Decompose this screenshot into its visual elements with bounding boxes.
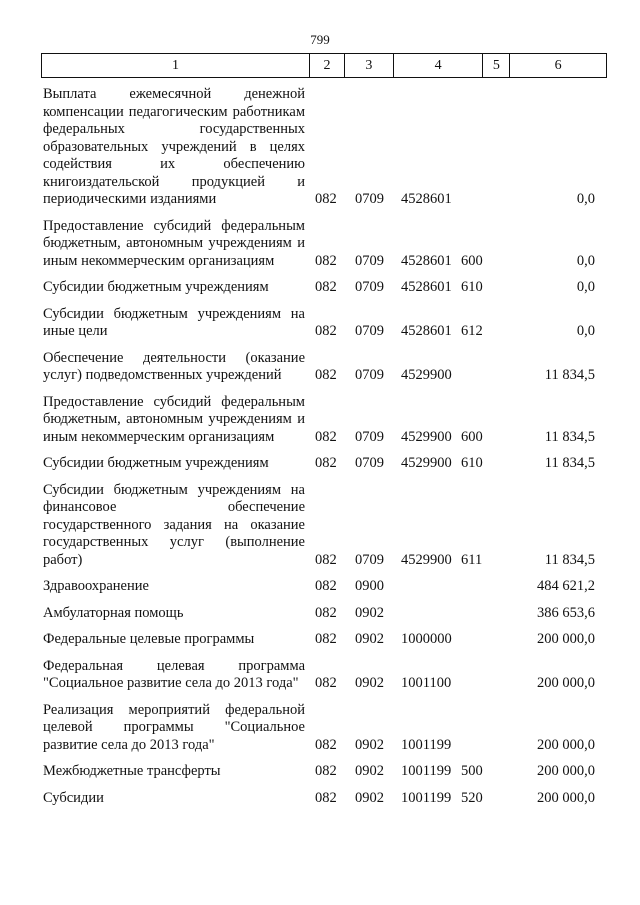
- row-ministry-code: 082: [315, 455, 337, 471]
- row-amount: 200 000,0: [537, 763, 595, 779]
- row-section-code: 0709: [355, 455, 384, 471]
- table-row: [43, 631, 607, 649]
- table-row: [43, 350, 607, 385]
- row-ministry-code: 082: [315, 428, 337, 445]
- table-row: [43, 763, 607, 781]
- row-ministry-code: 082: [315, 323, 337, 339]
- row-name: Субсидии бюджетным учреждениям на финансовое обеспечение государственного задания на оказание государственных услуг (выполнение работ): [43, 481, 305, 568]
- row-amount: 200 000,0: [537, 675, 595, 691]
- row-amount: 484 621,2: [537, 578, 595, 594]
- header-col-2: 2: [310, 54, 345, 77]
- row-section-code: 0902: [355, 675, 384, 691]
- row-section-code: 0709: [355, 191, 384, 207]
- row-amount: 0,0: [576, 323, 595, 339]
- row-section-code: 0709: [355, 279, 384, 295]
- row-target-code: 1001199: [401, 789, 452, 806]
- row-section-code: 0902: [355, 789, 384, 806]
- row-target-code: 4529900: [401, 551, 452, 568]
- header-col-5: 5: [483, 54, 510, 77]
- row-target-code: 1001199: [401, 736, 452, 753]
- row-target-code: 4528601: [401, 191, 452, 207]
- table-row: [43, 702, 607, 755]
- row-name: Федеральные целевые программы: [43, 631, 255, 647]
- table-row: [43, 578, 607, 596]
- row-amount: 11 834,5: [544, 455, 595, 471]
- row-target-code: 4528601: [401, 279, 452, 295]
- row-amount: 200 000,0: [537, 631, 595, 647]
- row-name: Обеспечение деятельности (оказание услуг) подведомственных учреждений: [43, 349, 305, 383]
- row-expense-type: 610: [461, 279, 483, 295]
- table-row: [43, 658, 607, 693]
- row-name: Предоставление субсидий федеральным бюджетным, автономным учреждениям и иным некоммерческим организациям: [43, 217, 305, 269]
- row-name: Амбулаторная помощь: [43, 604, 184, 621]
- row-ministry-code: 082: [315, 191, 337, 207]
- row-name: Здравоохранение: [43, 578, 149, 594]
- row-section-code: 0709: [355, 428, 384, 445]
- row-section-code: 0709: [355, 323, 384, 339]
- header-col-3: 3: [345, 54, 394, 77]
- row-section-code: 0902: [355, 763, 384, 779]
- row-expense-type: 520: [461, 789, 483, 806]
- table-row: [43, 482, 607, 570]
- row-target-code: 4528601: [401, 252, 452, 269]
- row-name: Предоставление субсидий федеральным бюджетным, автономным учреждениям и иным некоммерческим организациям: [43, 393, 305, 445]
- row-expense-type: 600: [461, 428, 483, 445]
- row-target-code: 4529900: [401, 455, 452, 471]
- row-section-code: 0709: [355, 551, 384, 568]
- row-ministry-code: 082: [315, 279, 337, 295]
- row-name: Межбюджетные трансферты: [43, 763, 221, 779]
- row-expense-type: 500: [461, 763, 483, 779]
- row-section-code: 0902: [355, 736, 384, 753]
- row-ministry-code: 082: [315, 675, 337, 691]
- row-amount: 0,0: [576, 279, 595, 295]
- row-amount: 11 834,5: [544, 428, 595, 445]
- row-ministry-code: 082: [315, 252, 337, 269]
- row-ministry-code: 082: [315, 367, 337, 383]
- row-amount: 200 000,0: [537, 789, 595, 806]
- row-target-code: 4529900: [401, 367, 452, 383]
- row-name: Реализация мероприятий федеральной целевой программы "Социальное развитие села до 2013 года": [43, 701, 305, 753]
- header-col-1: 1: [42, 54, 310, 77]
- table-row: [43, 605, 607, 623]
- row-expense-type: 610: [461, 455, 483, 471]
- row-section-code: 0902: [355, 604, 384, 621]
- table-header: [41, 53, 607, 78]
- row-section-code: 0902: [355, 631, 384, 647]
- row-target-code: 4529900: [401, 428, 452, 445]
- row-section-code: 0900: [355, 578, 384, 594]
- row-ministry-code: 082: [315, 604, 337, 621]
- table-row: [43, 279, 607, 297]
- row-ministry-code: 082: [315, 763, 337, 779]
- row-section-code: 0709: [355, 252, 384, 269]
- row-expense-type: 611: [461, 551, 483, 568]
- header-col-6: 6: [554, 58, 562, 73]
- row-section-code: 0709: [355, 367, 384, 383]
- row-ministry-code: 082: [315, 736, 337, 753]
- row-name: Субсидии бюджетным учреждениям на иные цели: [43, 305, 305, 339]
- row-target-code: 1001199: [401, 763, 452, 779]
- table-row: [43, 455, 607, 473]
- page-number: 799: [310, 32, 330, 47]
- row-expense-type: 600: [461, 252, 483, 269]
- row-name: Выплата ежемесячной денежной компенсации педагогическим работникам федеральных государственных образовательных учреждений в целях содействия их обеспечению книгоиздательской продукцией и периодическими изданиями: [43, 86, 305, 207]
- budget-table-body: [43, 86, 607, 816]
- row-amount: 0,0: [576, 191, 595, 207]
- row-ministry-code: 082: [315, 551, 337, 568]
- row-target-code: 1000000: [401, 631, 452, 647]
- row-amount: 386 653,6: [537, 604, 595, 621]
- row-ministry-code: 082: [315, 789, 337, 806]
- table-row: [43, 306, 607, 341]
- row-name: Федеральная целевая программа "Социальное развитие села до 2013 года": [43, 657, 305, 691]
- row-name: Субсидии бюджетным учреждениям: [43, 279, 269, 295]
- header-col-4: 4: [394, 54, 484, 77]
- table-row: [43, 394, 607, 447]
- row-target-code: 4528601: [401, 323, 452, 339]
- row-expense-type: 612: [461, 323, 483, 339]
- row-amount: 0,0: [576, 252, 595, 269]
- row-amount: 11 834,5: [544, 367, 595, 383]
- row-ministry-code: 082: [315, 578, 337, 594]
- row-name: Субсидии бюджетным учреждениям: [43, 455, 269, 471]
- row-amount: 11 834,5: [544, 551, 595, 568]
- row-ministry-code: 082: [315, 631, 337, 647]
- row-amount: 200 000,0: [537, 736, 595, 753]
- table-row: [43, 218, 607, 271]
- row-name: Субсидии: [43, 789, 104, 806]
- table-row: [43, 86, 607, 209]
- table-row: [43, 790, 607, 808]
- row-target-code: 1001100: [401, 675, 452, 691]
